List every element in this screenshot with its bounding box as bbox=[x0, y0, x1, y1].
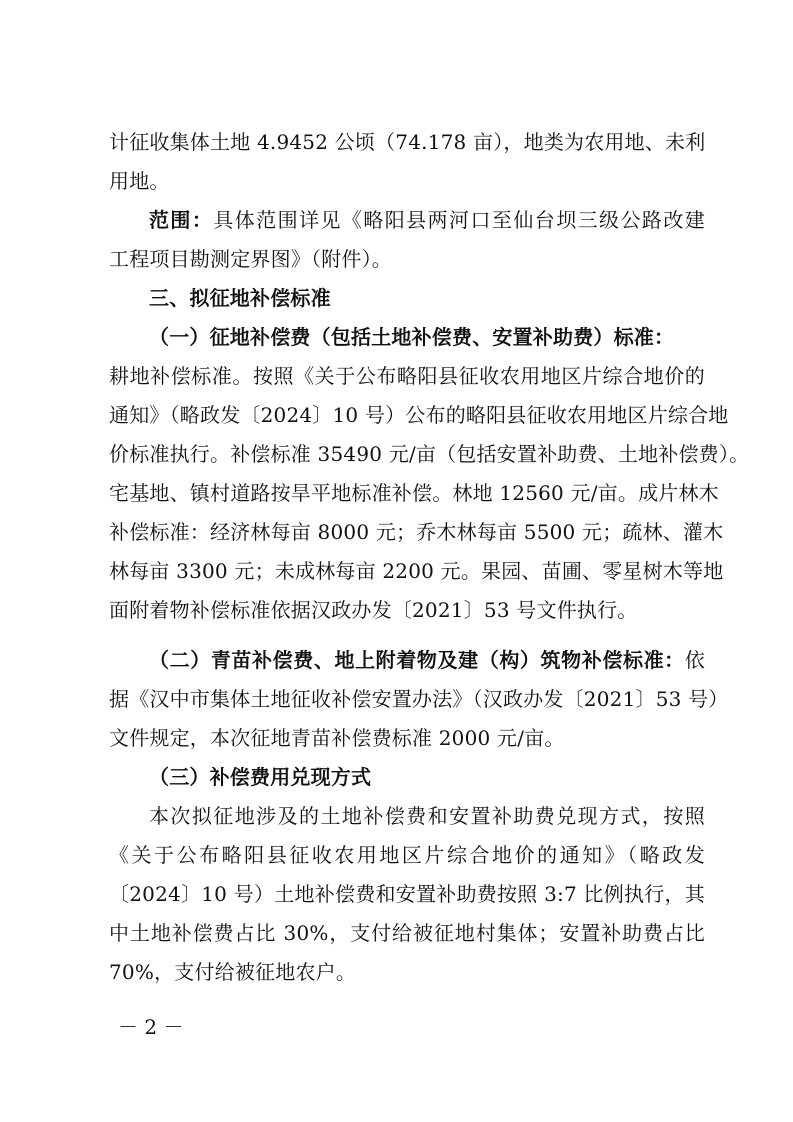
section-heading: 三、拟征地补偿标准 bbox=[149, 286, 331, 310]
paragraph-line bbox=[149, 643, 705, 677]
page-number: － 2 － bbox=[118, 1015, 184, 1039]
paragraph-line: 〔2024〕10 号）土地补偿费和安置补助费按照 3:7 比例执行，其 bbox=[109, 882, 705, 906]
paragraph-line: 面附着物补偿标准依据汉政办发〔2021〕53 号文件执行。 bbox=[109, 598, 638, 622]
paragraph-line: 《关于公布略阳县征收农用地区片综合地价的通知》（略政发 bbox=[109, 843, 705, 867]
paragraph-line: 补偿标准：经济林每亩 8000 元；乔木林每亩 5500 元；疏林、灌木 bbox=[109, 520, 724, 544]
paragraph-line: 中土地补偿费占比 30%，支付给被征地村集体；安置补助费占比 bbox=[109, 921, 705, 945]
subsection-heading: （一）征地补偿费（包括土地补偿费、安置补助费）标准： bbox=[149, 325, 675, 349]
paragraph-line: 耕地补偿标准。按照《关于公布略阳县征收农用地区片综合地价的 bbox=[109, 364, 705, 388]
scope-text: 具体范围详见《略阳县两河口至仙台坝三级公路改建 bbox=[213, 208, 705, 232]
paragraph-line: 用地。 bbox=[109, 169, 170, 193]
paragraph-line: 林每亩 3300 元；未成林每亩 2200 元。果园、苗圃、零星树木等地 bbox=[109, 559, 724, 583]
paragraph-text: 依 bbox=[684, 648, 705, 672]
scope-label: 范围： bbox=[149, 208, 214, 232]
paragraph-line: 据《汉中市集体土地征收补偿安置办法》（汉政办发〔2021〕53 号） bbox=[109, 687, 729, 711]
paragraph-line: 70%，支付给被征地农户。 bbox=[109, 960, 357, 984]
paragraph-line: 价标准执行。补偿标准 35490 元/亩（包括安置补助费、土地补偿费）。 bbox=[109, 442, 750, 466]
paragraph-line: 工程项目勘测定界图》（附件）。 bbox=[109, 247, 392, 271]
paragraph-line: 文件规定，本次征地青苗补偿费标准 2000 元/亩。 bbox=[109, 726, 565, 750]
paragraph-line: 计征收集体土地 4.9452 公顷（74.178 亩），地类为农用地、未利 bbox=[109, 130, 706, 154]
paragraph-line bbox=[149, 203, 705, 237]
paragraph-line: 本次拟征地涉及的土地补偿费和安置补助费兑现方式，按照 bbox=[149, 804, 705, 828]
subsection-heading: （二）青苗补偿费、地上附着物及建（构）筑物补偿标准： bbox=[149, 648, 685, 672]
paragraph-line: 宅基地、镇村道路按旱平地标准补偿。林地 12560 元/亩。成片林木 bbox=[109, 481, 719, 505]
subsection-heading: （三）补偿费用兑现方式 bbox=[149, 765, 372, 789]
paragraph-line: 通知》（略政发〔2024〕10 号）公布的略阳县征收农用地区片综合地 bbox=[109, 403, 729, 427]
